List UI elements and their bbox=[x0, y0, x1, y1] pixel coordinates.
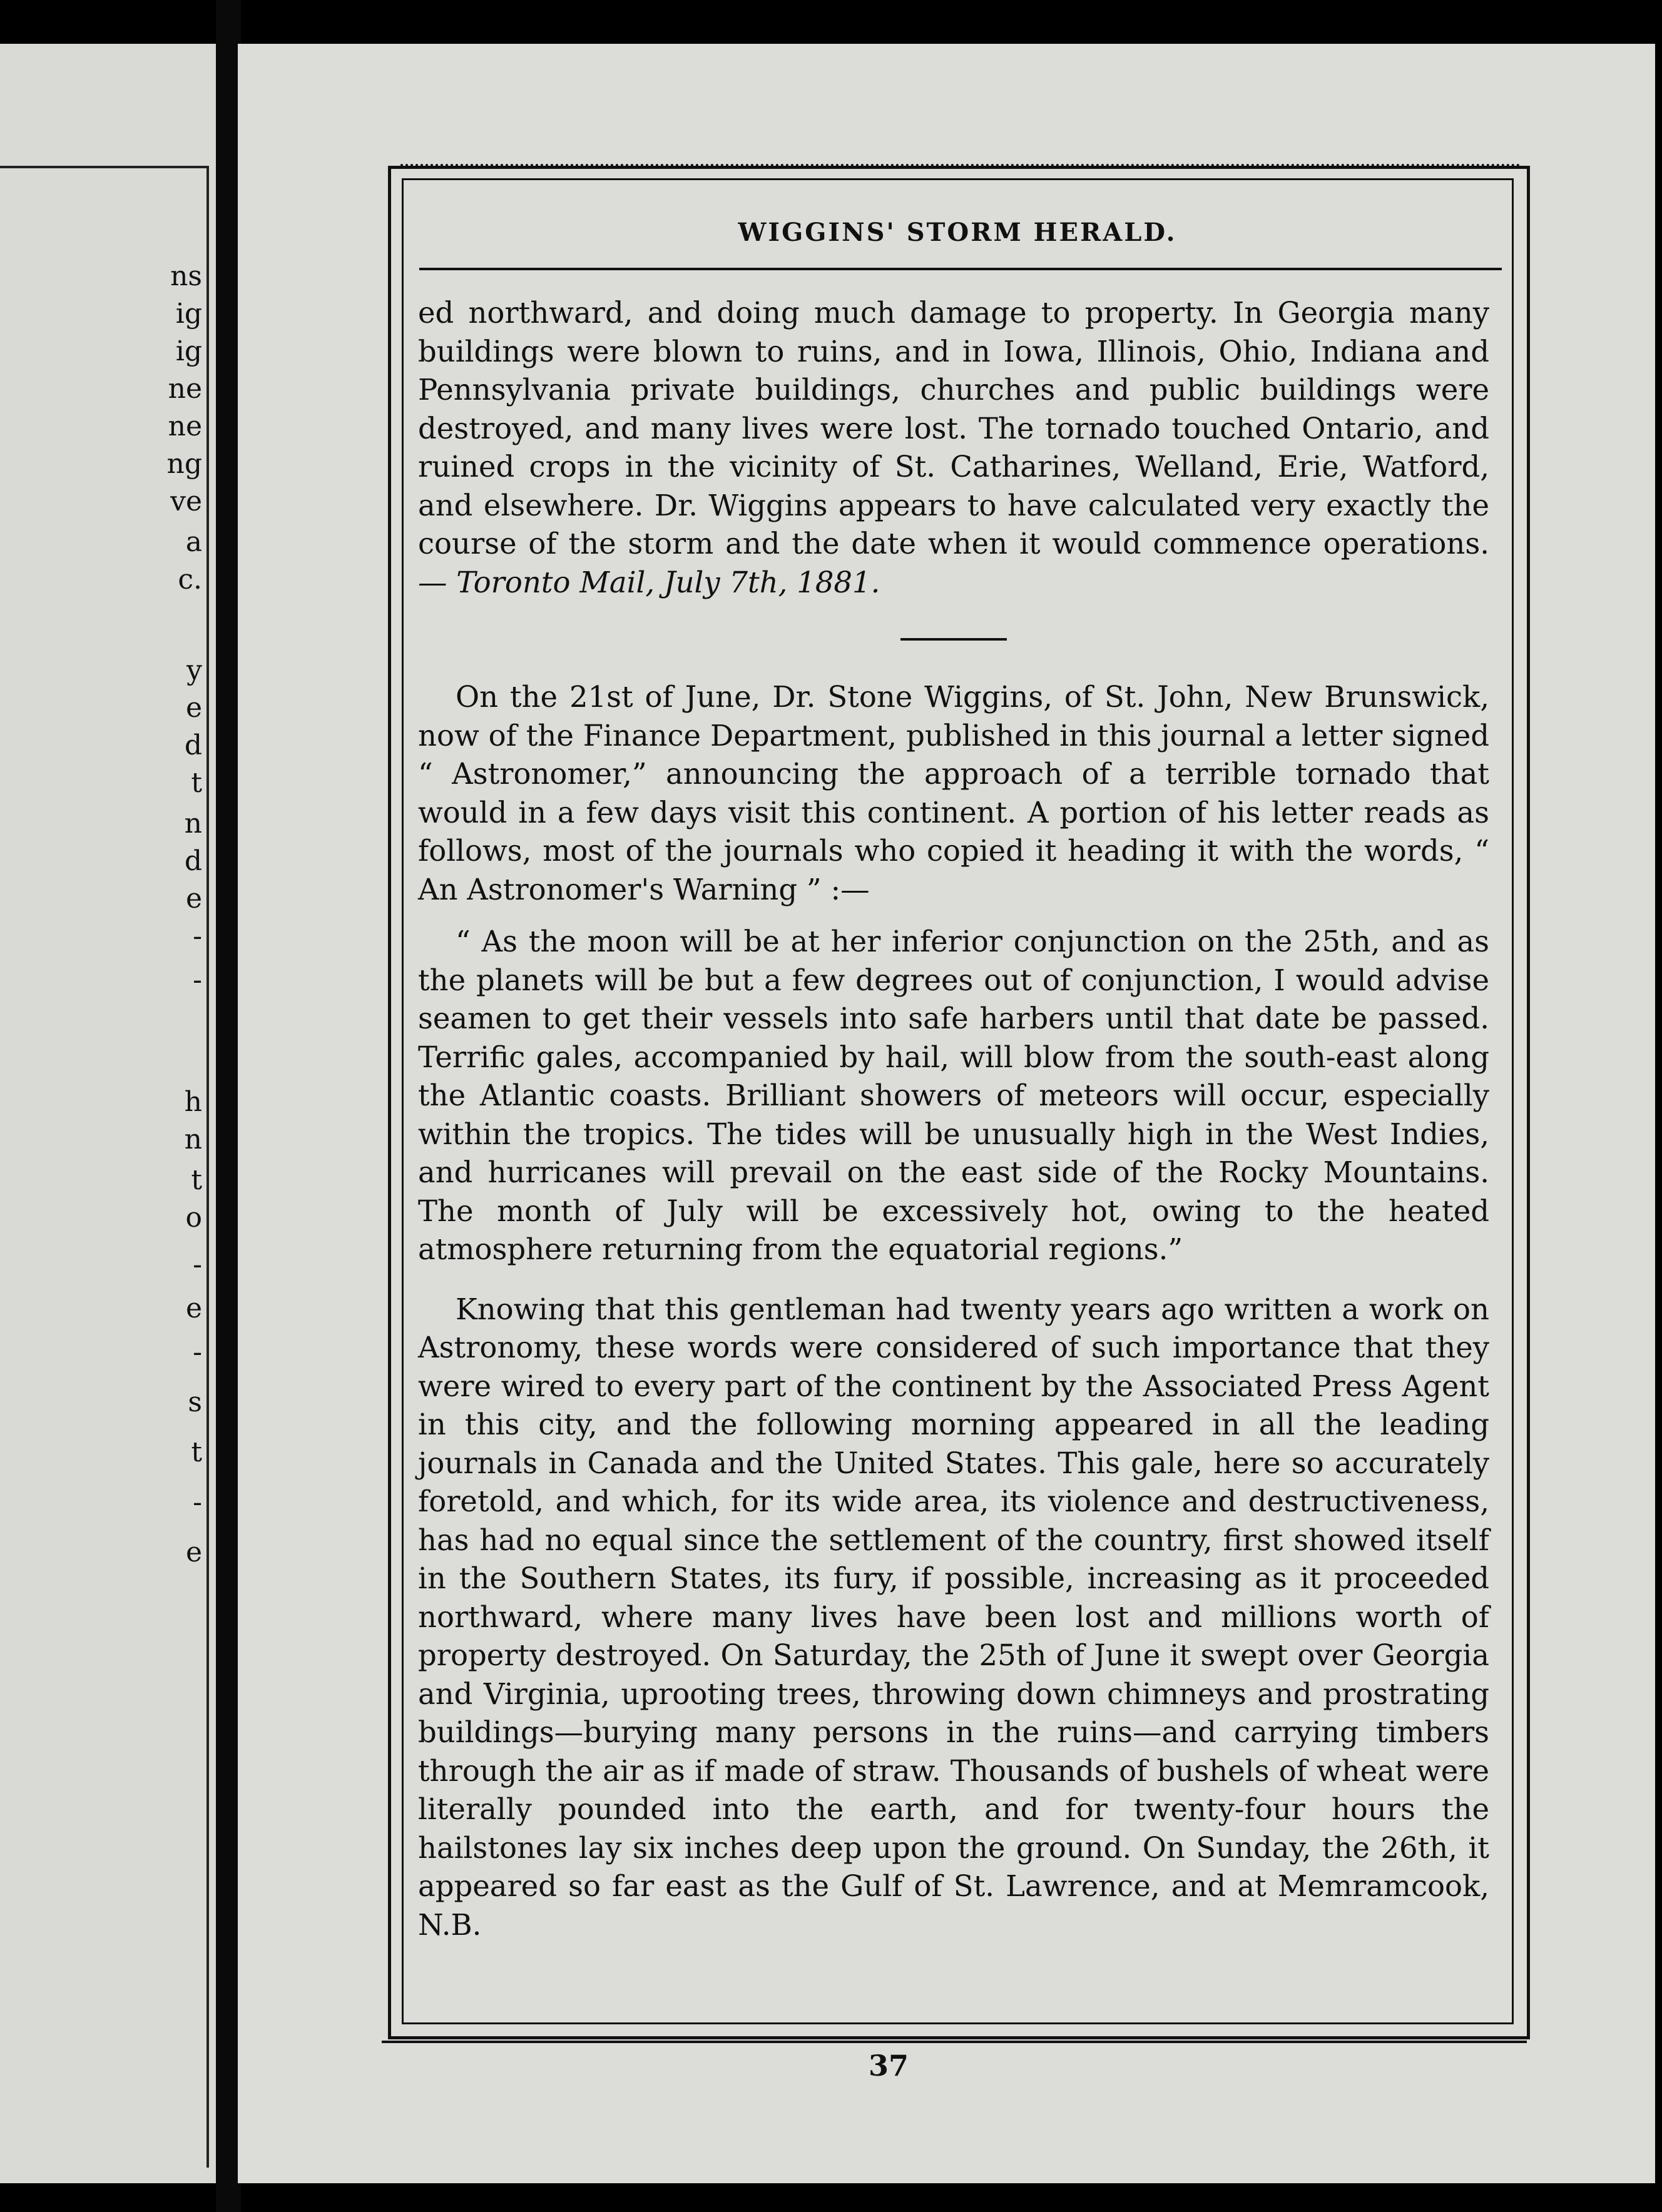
facing-page-fragment: ig bbox=[175, 298, 202, 330]
facing-page-fragment: s bbox=[188, 1386, 202, 1418]
facing-page-fragment: - bbox=[193, 1249, 202, 1281]
facing-page bbox=[0, 44, 220, 2183]
paragraph-continuation bbox=[418, 294, 1489, 602]
header-rule bbox=[419, 268, 1502, 270]
facing-page-fragment: t bbox=[191, 1164, 202, 1196]
facing-page-fragment: y bbox=[186, 654, 202, 686]
facing-page-fragment: d bbox=[184, 845, 202, 877]
facing-page-fragment: - bbox=[193, 1486, 202, 1518]
paragraph-narrative: Knowing that this gentleman had twenty years ago written a work on Astronomy, these words were considered of such importance that they were wired to every part of the continent by the Associated Press Agent in this city, and the following morning appeared in all the leading journals in Canada and the United States. This gale, here so accurately foretold, and which, for its wide area, its violence and destructiveness, has had no equal since the settlement of the country, first showed itself in the Southern States, its fury, if possible, increasing as it proceeded northward, where many lives have been lost and millions worth of property destroyed. On Saturday, the 25th of June it swept over Georgia and Virginia, uprooting trees, throwing down chimneys and prostrating buildings—burying many persons in the ruins—and carrying timbers through the air as if made of straw. Thousands of bushels of wheat were literally pounded into the earth, and for twenty-four hours the hailstones lay six inches deep upon the ground. On Sunday, the 26th, it appeared so far east as the Gulf of St. Lawrence, and at Memramcook, N.B. bbox=[418, 1292, 1489, 1942]
paragraph-quotation: “ As the moon will be at her inferior conjunction on the 25th, and as the planets will be but a few degrees out of conjunction, I would advise seamen to get their vessels into safe harbers until that date be passed. Terrific gales, accompanied by hail, will blow from the south-east along the Atlantic coasts. Brilliant showers of meteors will occur, especially within the tropics. The tides will be unusually high in the West Indies, and hurricanes will prevail on the east side of the Rocky Mountains. The month of July will be excessively hot, owing to the heated atmosphere returning from the equatorial regions.” bbox=[418, 925, 1489, 1266]
facing-page-fragment: t bbox=[191, 767, 202, 799]
facing-page-fragment: t bbox=[191, 1436, 202, 1468]
bottom-rule bbox=[382, 2041, 1527, 2043]
facing-page-fragment: - bbox=[193, 1336, 202, 1368]
book-gutter bbox=[216, 0, 241, 2212]
facing-page-fragment: ne bbox=[168, 410, 202, 442]
facing-page-fragment: e bbox=[185, 1536, 202, 1568]
facing-page-fragment: c. bbox=[178, 564, 202, 596]
facing-page-fragment: e bbox=[185, 1292, 202, 1324]
facing-page-fragment: - bbox=[193, 964, 202, 996]
facing-page-fragment: o bbox=[185, 1202, 202, 1234]
article-body bbox=[418, 294, 1489, 1944]
facing-page-fragment: e bbox=[185, 883, 202, 915]
facing-page-fragment: h bbox=[184, 1086, 202, 1118]
facing-page-fragment: d bbox=[184, 729, 202, 761]
section-divider bbox=[900, 638, 1007, 641]
facing-page-fragment: a bbox=[185, 526, 202, 558]
facing-page-fragment: e bbox=[185, 692, 202, 724]
source-citation: — Toronto Mail, July 7th, 1881. bbox=[418, 565, 880, 599]
facing-page-fragment: ns bbox=[170, 260, 202, 292]
running-header: WIGGINS' STORM HERALD. bbox=[738, 218, 1177, 247]
facing-page-fragment: ve bbox=[170, 485, 202, 517]
paragraph-text: ed northward, and doing much damage to property. In Georgia many buildings were blown to ruins, and in Iowa, Illinois, Ohio, Indiana and Pennsylvania private buildings, churches and public buildings were destroyed, and many lives were lost. The tornado touched Ontario, and ruined crops in the vicinity of St. Catharines, Welland, Erie, Watford, and elsewhere. Dr. Wiggins appears to have calculated very exactly the course of the storm and the date when it would commence operations. bbox=[418, 296, 1489, 561]
facing-page-fragment: ng bbox=[166, 448, 202, 480]
facing-page-top-rule bbox=[0, 166, 206, 168]
paragraph-intro: On the 21st of June, Dr. Stone Wiggins, of St. John, New Brunswick, now of the Finance Department, published in this journal a letter signed “ Astronomer,” announcing the approach of a terrible tornado that would in a few days visit this continent. A portion of his letter reads as follows, most of the journals who copied it heading it with the words, “ An Astronomer's Warning ” :— bbox=[418, 680, 1489, 906]
facing-page-fragment: ig bbox=[175, 335, 202, 367]
facing-page-fragment: n bbox=[184, 808, 202, 840]
facing-page-fragment: n bbox=[184, 1124, 202, 1155]
facing-page-fragment: - bbox=[193, 920, 202, 952]
page-number: 37 bbox=[868, 2049, 909, 2083]
facing-page-fragment: ne bbox=[168, 373, 202, 405]
